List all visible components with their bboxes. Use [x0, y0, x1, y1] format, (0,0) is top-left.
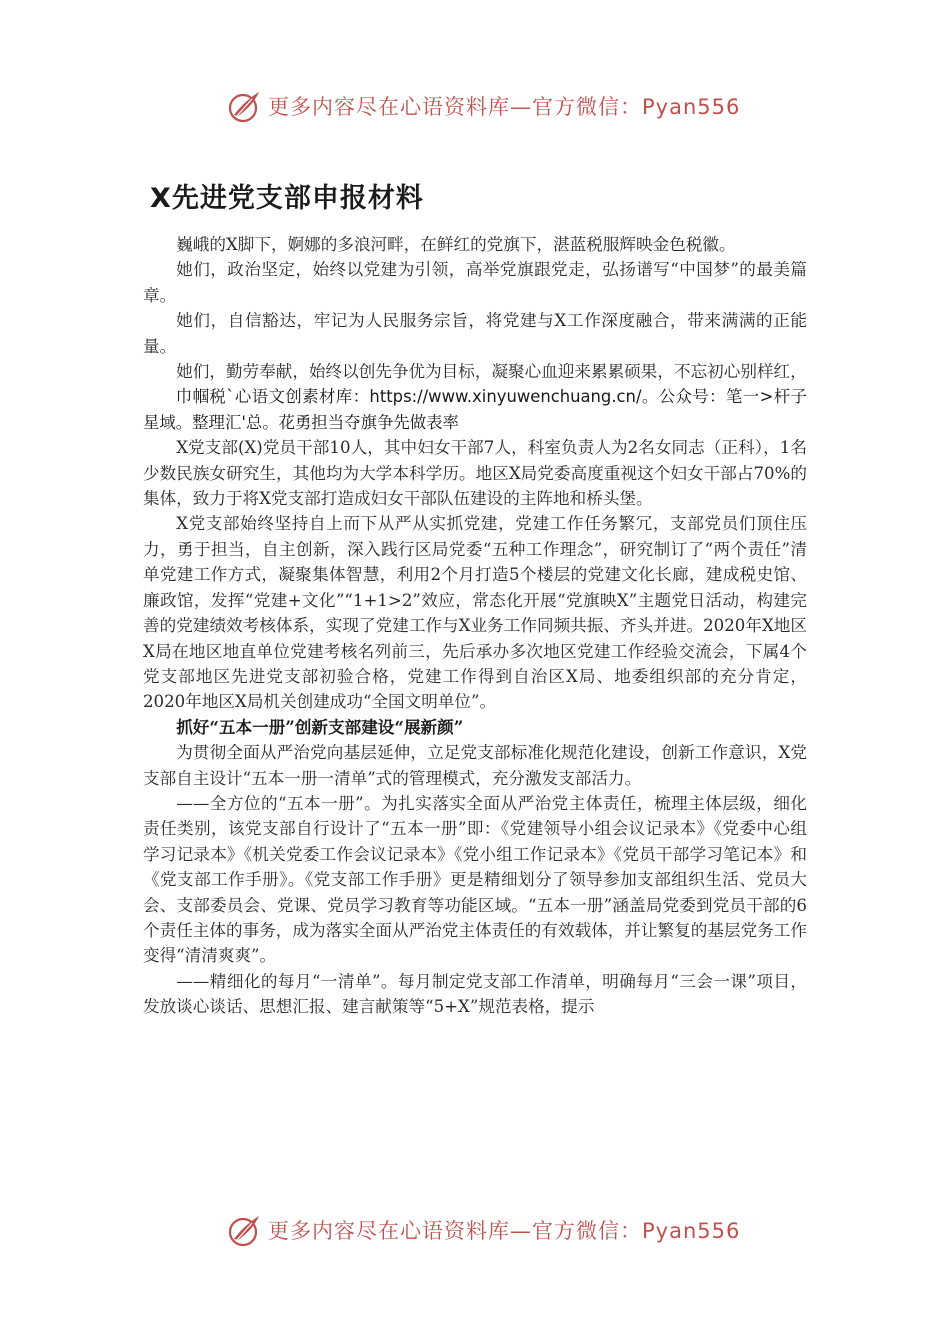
paragraph: 巍峨的X脚下，婀娜的多浪河畔，在鲜红的党旗下，湛蓝税服辉映金色税徽。: [176, 235, 736, 254]
document-body: [143, 232, 807, 1020]
paragraph: ——全方位的“五本一册”。为扎实落实全面从严治党主体责任，梳理主体层级，细化责任类别，该党支部自行设计了“五本一册”即：《党建领导小组会议记录本》《党委中心组学习记录本》《机关党委工作会议记录本》《党小组工作记录本》《党员干部学习笔记本》和《党支部工作手册》。《党支部工作手册》更是精细划分了领导参加支部组织生活、党员大会、支部委员会、党课、党员学习教育等功能区域。“五本一册”涵盖局党委到党员干部的6个责任主体的事务，成为落实全面从严治党主体责任的有效载体，并让繁复的基层党务工作变得“清清爽爽”。: [143, 793, 807, 966]
paragraph-watermark-line: 巾帼税`心语文创素材库：https://www.xinyuwenchuang.cn/。公众号：笔一>杆子星域。整理汇'总。花勇担当夺旗争先做表率: [143, 387, 807, 432]
header-banner: [228, 86, 748, 126]
quill-logo-icon: [228, 1213, 262, 1247]
paragraph: 她们，勤劳奉献，始终以创先争优为目标，凝聚心血迎来累累硕果，不忘初心别样红，: [176, 362, 807, 382]
paragraph: 她们，自信豁达，牢记为人民服务宗旨，将党建与X工作深度融合，带来满满的正能量。: [143, 311, 807, 356]
paragraph: ——精细化的每月“一清单”。每月制定党支部工作清单，明确每月“三会一课”项目，发放谈心谈话、思想汇报、建言献策等“5+X”规范表格，提示: [143, 971, 807, 1017]
section-heading: 抓好“五本一册”创新支部建设“展新颜”: [176, 716, 464, 737]
paragraph: X党支部(X)党员干部10人，其中妇女干部7人，科室负责人为2名女同志（正科），1名少数民族女研究生，其他均为大学本科学历。地区X局党委高度重视这个妇女干部占70%的集体，致力于将X党支部打造成妇女干部队伍建设的主阵地和桥头堡。: [143, 438, 807, 509]
footer-banner: [228, 1210, 748, 1250]
paragraph: 为贯彻全面从严治党向基层延伸，立足党支部标准化规范化建设，创新工作意识，X党支部自主设计“五本一册一清单”式的管理模式，充分激发支部活力。: [143, 743, 807, 788]
banner-text: 更多内容尽在心语资料库—官方微信：Pyan556: [268, 95, 741, 119]
banner-text: 更多内容尽在心语资料库—官方微信：Pyan556: [268, 1219, 741, 1243]
quill-logo-icon: [228, 89, 262, 123]
document-title: X先进党支部申报材料: [150, 183, 424, 214]
paragraph: X党支部始终坚持自上而下从严从实抓党建，党建工作任务繁冗，支部党员们顶住压力，勇于担当，自主创新，深入践行区局党委“五种工作理念”，研究制订了“两个责任”清单党建工作方式，凝聚集体智慧，利用2个月打造5个楼层的党建文化长廊，建成税史馆、廉政馆，发挥“党建+文化”“1+1>2”效应，常态化开展“党旗映X”主题党日活动，构建完善的党建绩效考核体系，实现了党建工作与X业务工作同频共振、齐头并进。2020年X地区X局在地区地直单位党建考核名列前三，先后承办多次地区党建工作经验交流会，下属4个党支部地区先进党支部初验合格，党建工作得到自治区X局、地委组织部的充分肯定，2020年地区X局机关创建成功“全国文明单位”。: [143, 514, 807, 712]
paragraph: 她们，政治坚定，始终以党建为引领，高举党旗跟党走，弘扬谱写“中国梦”的最美篇章。: [143, 260, 807, 305]
